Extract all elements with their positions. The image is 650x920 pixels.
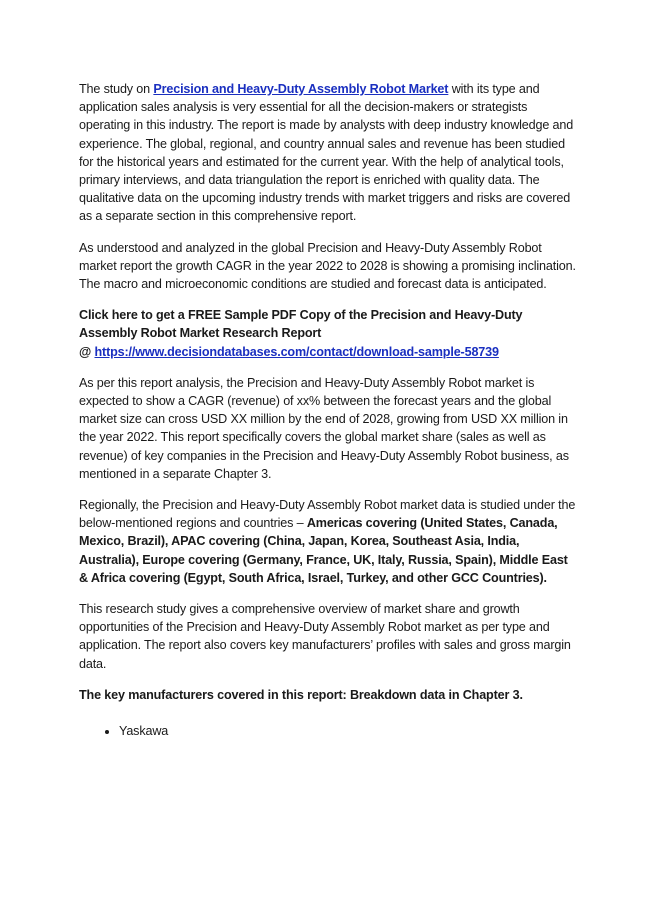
intro-paragraph	[79, 80, 577, 226]
sample-download-link[interactable]: https://www.decisiondatabases.com/contact/download-sample-58739	[94, 344, 499, 359]
regions-paragraph	[79, 496, 577, 587]
document-body	[79, 80, 577, 740]
regions-intro: Regionally, the Precision and Heavy-Duty Assembly Robot market data is studied under the below-mentioned regions and countries –	[79, 498, 576, 531]
overview-paragraph: This research study gives a comprehensive overview of market share and growth opportunities of the Precision and Heavy-Duty Assembly Robot market as per type and application. The report also covers key manufacturers’ profiles with sales and gross margin data.	[79, 602, 571, 671]
at-symbol: @	[79, 344, 95, 359]
regions-list: Americas covering (United States, Canada, Mexico, Brazil), APAC covering (China, Japan, Korea, Southeast Asia, India, Australia), Europe covering (Germany, France, UK, Italy, Russia, Spain), Middle East & Africa covering (Egypt, South Africa, Israel, Turkey, and other GCC Countries).	[79, 516, 568, 585]
intro-text: with its type and application sales analysis is very essential for all the decision-makers or strategists operating in this industry. The report is made by analysts with deep industry knowledge and experience. The global, regional, and country annual sales and revenue has been studied for the historical years and estimated for the current year. With the help of analytical tools, primary interviews, and data triangulation the report is enriched with quality data. The qualitative data on the upcoming industry trends with market triggers and risks are covered as a separate section in this comprehensive report.	[79, 82, 574, 224]
intro-prefix: The study on	[79, 82, 154, 96]
manufacturers-heading: The key manufacturers covered in this report: Breakdown data in Chapter 3.	[79, 687, 523, 702]
manufacturers-list	[79, 722, 577, 740]
market-title-link[interactable]: Precision and Heavy-Duty Assembly Robot Market	[153, 82, 449, 96]
sample-cta-text: Click here to get a FREE Sample PDF Copy of the Precision and Heavy-Duty Assembly Robot Market Research Report	[79, 308, 523, 341]
manufacturer-item: • Yaskawa	[119, 722, 577, 740]
sample-cta-paragraph	[79, 306, 577, 361]
growth-paragraph: As understood and analyzed in the global Precision and Heavy-Duty Assembly Robot market report the growth CAGR in the year 2022 to 2028 is showing a promising inclination. The macro and microeconomic conditions are studied and forecast data is anticipated.	[79, 240, 576, 292]
cagr-paragraph: As per this report analysis, the Precision and Heavy-Duty Assembly Robot market is expected to show a CAGR (revenue) of xx% between the forecast years and the global market size can cross USD XX million by the end of 2028, growing from USD XX million in the year 2022. This report specifically covers the global market share (sales as well as revenue) of key companies in the Precision and Heavy-Duty Assembly Robot business, as mentioned in a separate Chapter 3.	[79, 375, 569, 481]
